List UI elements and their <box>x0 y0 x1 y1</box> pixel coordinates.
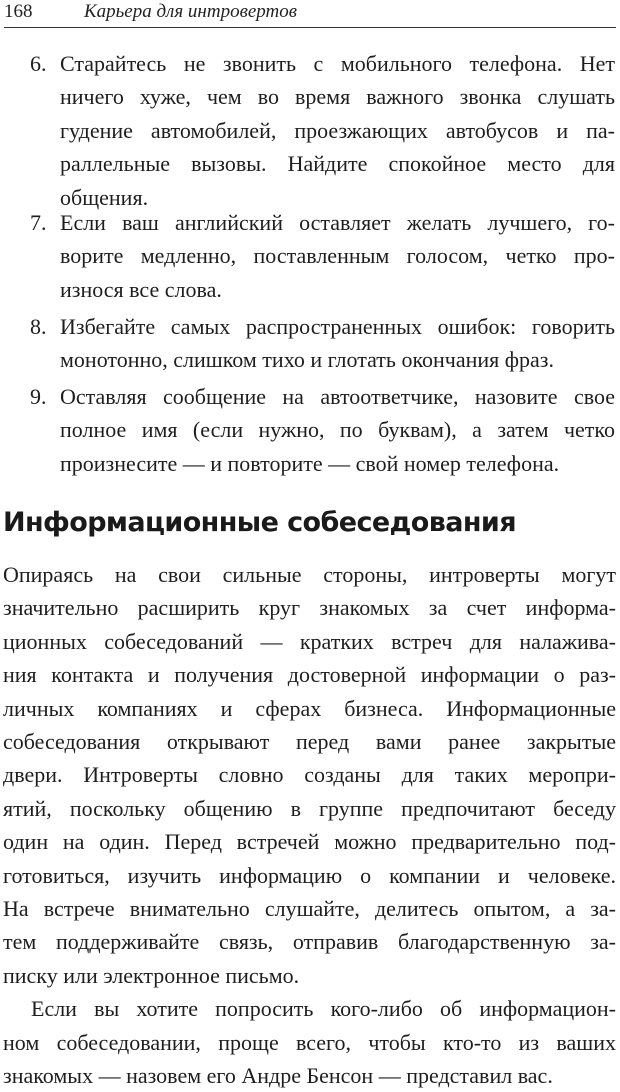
text-line: знакомых — назовем его Андре Бенсон — представил вас. <box>3 1063 553 1088</box>
text-line: Если ваш английский оставляет желать лучшего, го- <box>60 210 615 235</box>
text-line: ворите медленно, поставленным голосом, четко про- <box>60 243 615 269</box>
text-line: Опираясь на свои сильные стороны, интроверты могут <box>3 562 616 587</box>
list-item-number: 7. <box>30 210 47 235</box>
text-line: тем поддерживайте связь, отправив благодарственную за- <box>3 929 616 955</box>
text-line: общения. <box>60 184 149 210</box>
list-item-number: 8. <box>30 314 47 339</box>
text-line: двери. Интроверты словно созданы для таких меропри- <box>3 762 616 788</box>
text-line: значительно расширить круг знакомых за счет информа- <box>3 595 616 621</box>
text-line: писку или электронное письмо. <box>3 962 300 988</box>
text-line: один на один. Перед встречей можно предварительно под- <box>3 829 616 855</box>
text-line: личных компаниях и сферах бизнеса. Информационные <box>3 695 616 721</box>
list-item-text <box>60 206 615 306</box>
list-item-text <box>60 380 615 480</box>
page-number: 168 <box>4 1 33 22</box>
text-line: ничего хуже, чем во время важного звонка слушать <box>60 84 615 110</box>
text-line: износя все слова. <box>60 276 222 302</box>
body-paragraph <box>3 558 616 992</box>
text-line: Оставляя сообщение на автоответчике, назовите свое <box>60 384 615 409</box>
text-line: ционных собеседований — кратких встреч для налажива- <box>3 628 616 654</box>
list-item-text <box>60 310 615 377</box>
list-item-number: 9. <box>30 384 47 409</box>
body-paragraph-2 <box>3 992 616 1092</box>
section-heading: Информационные собеседования <box>3 507 516 538</box>
text-line: раллельные вызовы. Найдите спокойное место для <box>60 151 615 177</box>
text-line: Старайтесь не звонить с мобильного телефона. Нет <box>60 51 615 76</box>
text-line: произнесите — и повторите — свой номер телефона. <box>60 450 560 476</box>
text-line: На встрече внимательно слушайте, делитесь опытом, а за- <box>3 896 616 922</box>
text-line: Избегайте самых распространенных ошибок: говорить <box>60 314 615 339</box>
text-line: полное имя (если нужно, по буквам), а затем четко <box>60 417 615 443</box>
text-line: готовиться, изучить информацию о компании и человеке. <box>3 862 616 888</box>
text-line: Если вы хотите попросить кого-либо об информацион- <box>31 996 616 1022</box>
list-item-number: 6. <box>30 51 47 76</box>
running-head <box>4 0 616 28</box>
text-line: ятий, поскольку общению в группе предпочитают беседу <box>3 795 616 821</box>
text-line: собеседования открывают перед вами ранее закрытые <box>3 729 616 755</box>
list-item-text <box>60 47 615 214</box>
text-line: монотонно, слишком тихо и глотать окончания фраз. <box>60 347 555 373</box>
text-line: ния контакта и получения достоверной информации о раз- <box>3 662 616 688</box>
text-line: ном собеседовании, проще всего, чтобы кто-то из ваших <box>3 1029 616 1055</box>
text-line: гудение автомобилей, проезжающих автобусов и па- <box>60 117 615 143</box>
book-title: Карьера для интровертов <box>84 1 297 22</box>
